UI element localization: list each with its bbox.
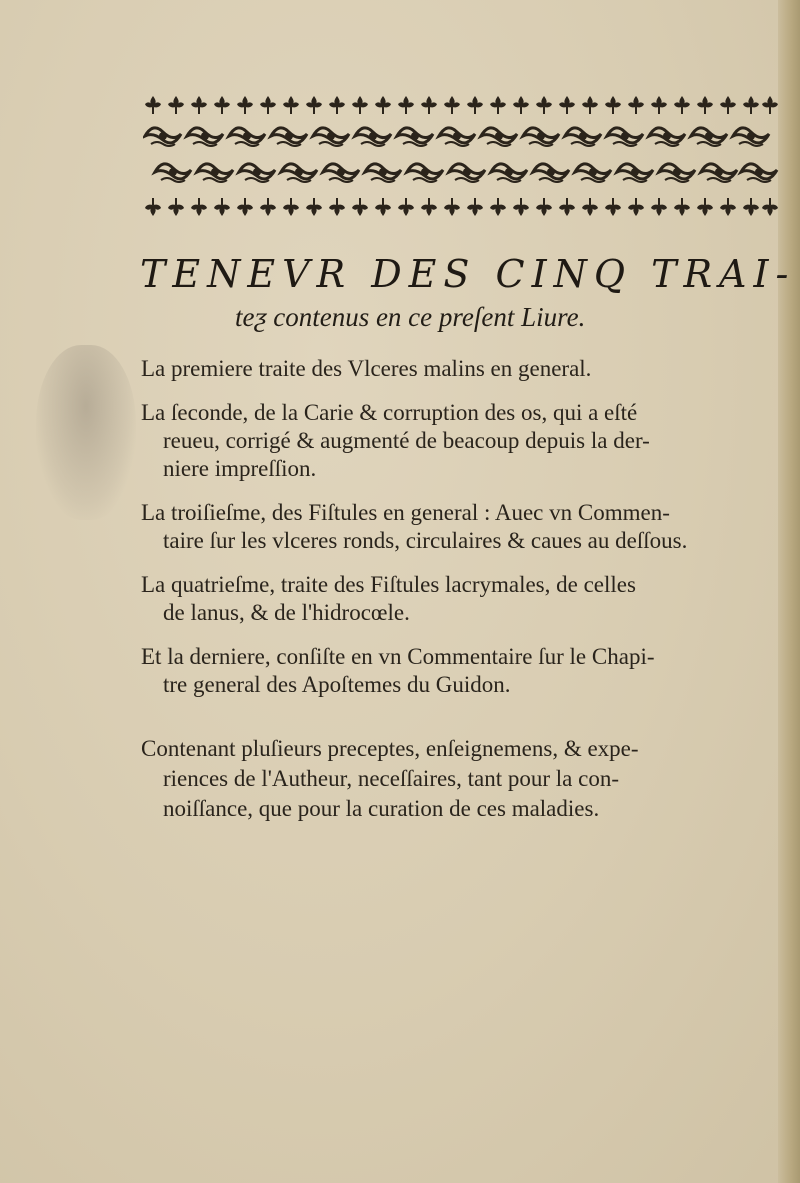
closing-line: Contenant pluſieurs preceptes, enſeignemens, & expe-: [141, 736, 639, 761]
closing-paragraph: [141, 734, 791, 824]
contents-entry: [141, 571, 791, 627]
entry-line: La premiere traite des Vlceres malins en general.: [141, 356, 592, 381]
entry-line: de lanus, & de l'hidrocœle.: [163, 600, 410, 625]
closing-line: noiſſance, que pour la curation de ces maladies.: [163, 796, 600, 821]
contents-entry: [141, 643, 791, 699]
entry-line: La ſeconde, de la Carie & corruption des os, qui a eſté: [141, 400, 638, 425]
contents-entry: [141, 399, 791, 483]
entry-line: La troiſieſme, des Fiſtules en general : Auec vn Commen-: [141, 500, 670, 525]
page-title: TENEVR DES CINQ TRAI-: [140, 252, 796, 296]
contents-list: [141, 355, 791, 715]
entry-line: La quatrieſme, traite des Fiſtules lacrymales, de celles: [141, 572, 636, 597]
entry-line: tre general des Apoſtemes du Guidon.: [163, 672, 511, 697]
contents-entry: [141, 499, 791, 555]
page-subtitle: teƺ contenus en ce preſent Liure.: [235, 302, 586, 332]
entry-line: Et la derniere, conſiſte en vn Commentaire ſur le Chapi-: [141, 644, 655, 669]
contents-entry: [141, 355, 791, 383]
entry-line: taire ſur les vlceres ronds, circulaires & caues au deſſous.: [163, 528, 688, 553]
library-stamp-mark: [36, 345, 136, 520]
decorative-ornament-band: [143, 92, 780, 222]
entry-line: reueu, corrigé & augmenté de beacoup depuis la der-: [163, 428, 650, 453]
entry-line: niere impreſſion.: [163, 456, 317, 481]
closing-line: riences de l'Autheur, neceſſaires, tant pour la con-: [163, 766, 620, 791]
